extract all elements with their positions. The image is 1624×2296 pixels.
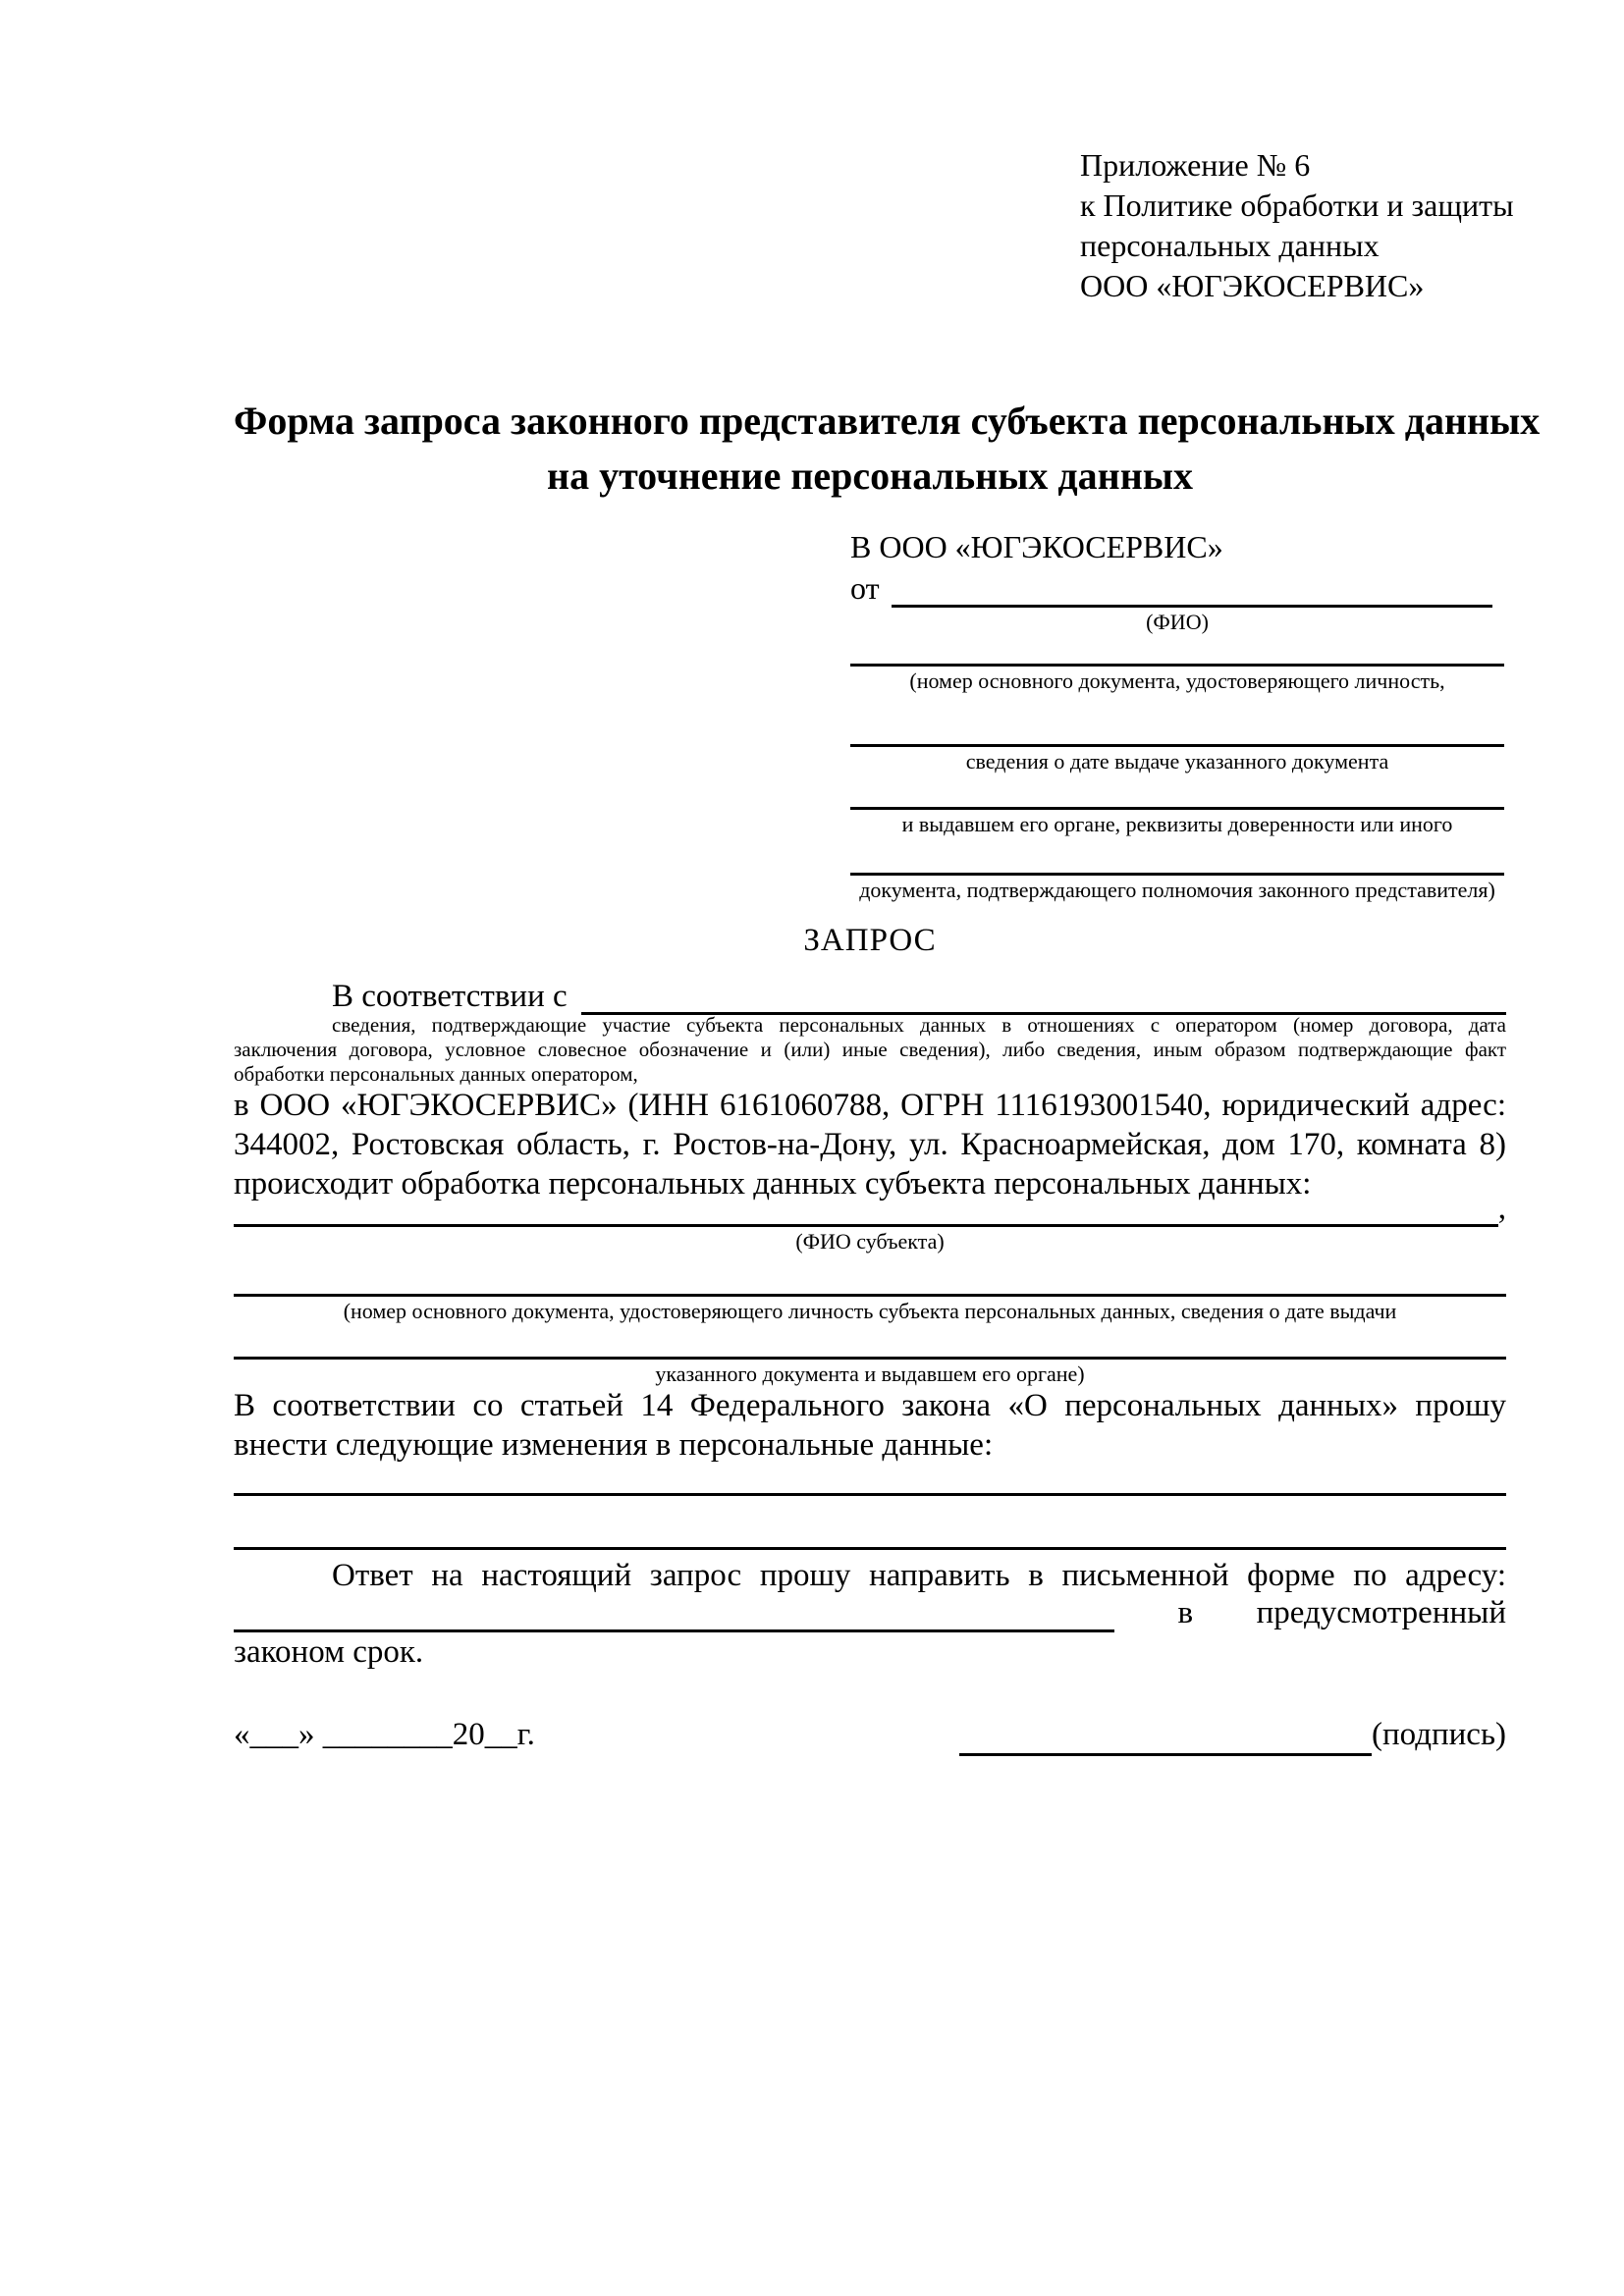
changes-blank-field-2 [234, 1493, 1506, 1550]
answer-address-row [234, 1595, 1506, 1632]
subject-doc-blank-field [234, 1261, 1506, 1297]
field-caption: (номер основного документа, удостоверяющего личность, [909, 668, 1445, 693]
appendix-header-line: к Политике обработки и защиты [1080, 187, 1514, 223]
authority-doc-blank-field [850, 839, 1504, 876]
field-caption: сведения о дате выдаче указанного документа [965, 749, 1389, 774]
law-line: В соответствии со статьей 14 Федерального закона «О персональных данных» прошу [234, 1388, 1506, 1423]
appendix-header [1080, 145, 1514, 306]
addressee-from-label: от [850, 570, 880, 606]
date-field: «___» ________20__г. [234, 1717, 535, 1752]
trailing-comma: , [1497, 1191, 1506, 1226]
document-title [234, 394, 1541, 504]
answer-line: Ответ на настоящий запрос прошу направить в письменной форме по адресу: [332, 1558, 1506, 1593]
changes-blank-field-1 [234, 1465, 1506, 1496]
intro-footnote [234, 1013, 1506, 1087]
law-line: внести следующие изменения в персональные данные: [234, 1427, 994, 1463]
addressee-from-row [850, 570, 1504, 608]
fio-caption: (ФИО) [1146, 610, 1209, 634]
footnote-line: обработки персональных данных оператором, [234, 1062, 638, 1086]
doc-number-blank-field [850, 637, 1504, 667]
operator-line: 344002, Ростовская область, г. Ростов-на-Дону, ул. Красноармейская, дом 170, комната 8) [234, 1127, 1506, 1162]
subject-doc-caption: указанного документа и выдавшем его органе) [655, 1362, 1085, 1386]
field-caption: и выдавшем его органе, реквизиты доверенности или иного [901, 812, 1453, 836]
subject-doc-blank-field [234, 1327, 1506, 1360]
appendix-header-line: Приложение № 6 [1080, 147, 1311, 183]
footnote-line: заключения договора, условное словесное обозначение и (или) иные сведения), либо сведения, иным образом подтверждающие факт [234, 1038, 1506, 1061]
law-paragraph [234, 1386, 1506, 1465]
issuer-blank-field [850, 776, 1504, 810]
intro-label: В соответствии с [332, 979, 568, 1014]
request-heading: ЗАПРОС [803, 923, 937, 958]
subject-doc-field-1 [234, 1261, 1506, 1326]
footnote-line: сведения, подтверждающие участие субъекта персональных данных в отношениях с оператором (номер договора, дата [332, 1013, 1506, 1037]
date-signature-row [234, 1713, 1506, 1756]
answer-line: законом срок. [234, 1634, 424, 1670]
appendix-header-line: персональных данных [1080, 228, 1380, 263]
field-caption: документа, подтверждающего полномочия законного представителя) [859, 878, 1495, 902]
answer-word: предусмотренный [1256, 1595, 1506, 1630]
answer-word: в [1177, 1595, 1194, 1630]
answer-paragraph [234, 1556, 1506, 1672]
addressee-to: В ООО «ЮГЭКОСЕРВИС» [850, 529, 1223, 564]
signature-field [959, 1713, 1506, 1756]
document-title-line: Форма запроса законного представителя субъекта персональных данных [234, 399, 1541, 443]
subject-fio-field [234, 1191, 1506, 1256]
issue-date-blank-field [850, 696, 1504, 747]
signature-blank-field [959, 1714, 1372, 1756]
operator-line: в ООО «ЮГЭКОСЕРВИС» (ИНН 6161060788, ОГРН 1116193001540, юридический адрес: [234, 1088, 1506, 1123]
intro-row [234, 978, 1506, 1015]
addressee-block [850, 527, 1504, 905]
appendix-header-line: ООО «ЮГЭКОСЕРВИС» [1080, 268, 1425, 303]
subject-doc-caption: (номер основного документа, удостоверяющего личность субъекта персональных данных, сведения о дате выдачи [343, 1299, 1397, 1323]
document-title-line: на уточнение персональных данных [547, 454, 1193, 498]
subject-doc-field-2 [234, 1327, 1506, 1389]
signature-caption: (подпись) [1372, 1717, 1506, 1752]
operator-line: происходит обработка персональных данных субъекта персональных данных: [234, 1166, 1312, 1201]
operator-paragraph [234, 1086, 1506, 1203]
subject-fio-caption: (ФИО субъекта) [795, 1229, 945, 1254]
